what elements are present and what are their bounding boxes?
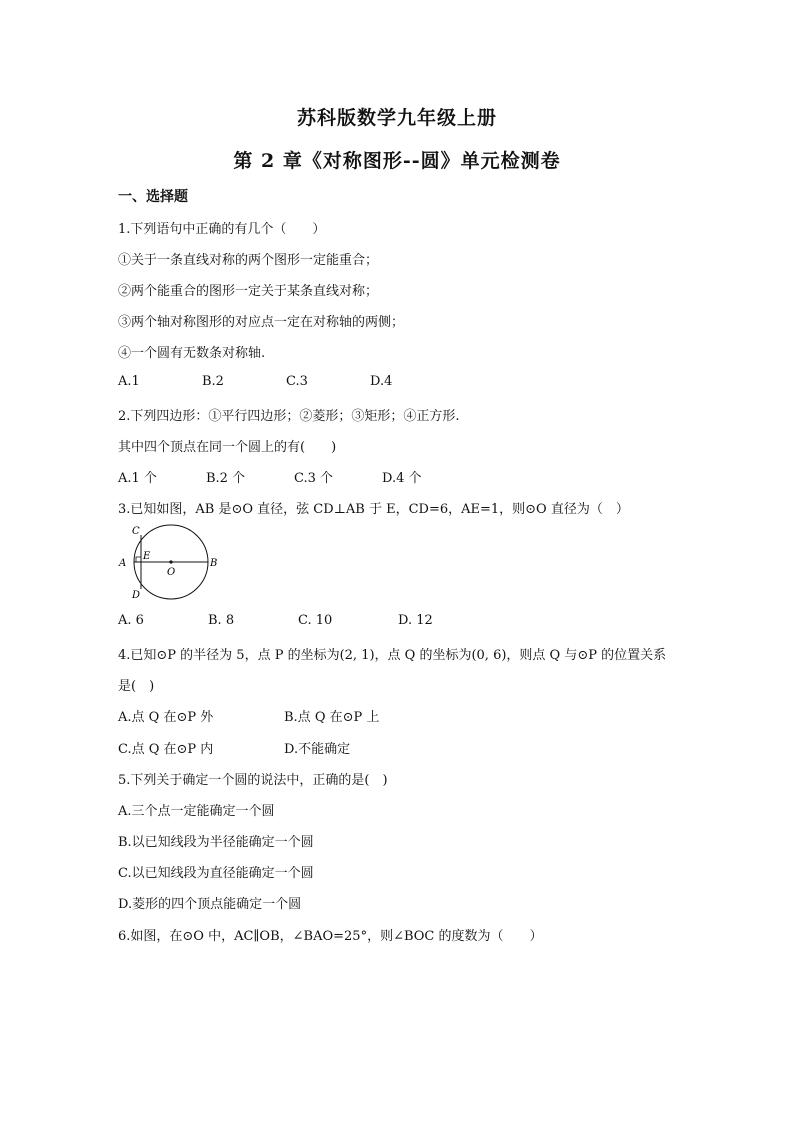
q4-option-d: D.不能确定 xyxy=(284,742,351,757)
q1-option-a: A.1 xyxy=(118,374,140,389)
q3-option-a: A. 6 xyxy=(118,613,144,628)
q5-option-c: C.以已知线段为直径能确定一个圆 xyxy=(118,866,314,881)
q3-option-c: C. 10 xyxy=(298,613,333,628)
q1-option-b: B.2 xyxy=(202,374,224,389)
q3-stem: 3.已知如图，AB 是⊙O 直径，弦 CD⊥AB 于 E，CD=6，AE=1，则⊙O 直径为（ ） xyxy=(118,502,629,517)
q1-option-d: D.4 xyxy=(370,374,393,389)
label-e: E xyxy=(143,551,151,562)
q2-option-b: B.2 个 xyxy=(206,471,246,486)
q3-circle-figure xyxy=(116,522,222,602)
q2-option-d: D.4 个 xyxy=(382,471,422,486)
q4-stem-continued: 是( ) xyxy=(118,679,155,694)
q2-option-c: C.3 个 xyxy=(294,471,334,486)
q4-stem: 4.已知⊙P 的半径为 5，点 P 的坐标为(2, 1)，点 Q 的坐标为(0, 6)，则点 Q 与⊙P 的位置关系 xyxy=(118,648,667,663)
q1-item: ③两个轴对称图形的对应点一定在对称轴的两侧； xyxy=(118,315,405,330)
q6-stem: 6.如图，在⊙O 中，AC∥OB，∠BAO=25°，则∠BOC 的度数为（ ） xyxy=(118,929,543,944)
section-heading: 一、选择题 xyxy=(118,189,188,205)
q4-option-b: B.点 Q 在⊙P 上 xyxy=(284,710,380,725)
q5-option-a: A.三个点一定能确定一个圆 xyxy=(118,804,275,819)
q1-item: ②两个能重合的图形一定关于某条直线对称； xyxy=(118,284,379,299)
label-o: O xyxy=(167,567,176,578)
label-a: A xyxy=(119,558,127,569)
q4-option-a: A.点 Q 在⊙P 外 xyxy=(118,710,214,725)
q5-stem: 5.下列关于确定一个圆的说法中，正确的是( ) xyxy=(118,773,388,788)
q1-item: ④一个圆有无数条对称轴. xyxy=(118,346,266,361)
q2-stem-continued: 其中四个顶点在同一个圆上的有( ) xyxy=(118,440,337,455)
center-dot xyxy=(169,560,172,563)
q5-option-d: D.菱形的四个顶点能确定一个圆 xyxy=(118,897,302,912)
q1-item: ①关于一条直线对称的两个图形一定能重合； xyxy=(118,253,379,268)
q3-option-d: D. 12 xyxy=(398,613,433,628)
label-d: D xyxy=(132,590,141,601)
right-angle-mark xyxy=(136,557,141,562)
q2-stem: 2.下列四边形：①平行四边形；②菱形；③矩形；④正方形. xyxy=(118,409,460,424)
q4-option-c: C.点 Q 在⊙P 内 xyxy=(118,742,214,757)
document-subtitle: 第 2 章《对称图形--圆》单元检测卷 xyxy=(233,150,561,172)
q1-option-c: C.3 xyxy=(286,374,308,389)
document-title: 苏科版数学九年级上册 xyxy=(296,107,497,129)
q1-stem: 1.下列语句中正确的有几个（ ） xyxy=(118,222,326,237)
label-b: B xyxy=(210,558,218,569)
q2-option-a: A.1 个 xyxy=(118,471,157,486)
q5-option-b: B.以已知线段为半径能确定一个圆 xyxy=(118,835,314,850)
label-c: C xyxy=(132,526,140,537)
q3-option-b: B. 8 xyxy=(208,613,235,628)
